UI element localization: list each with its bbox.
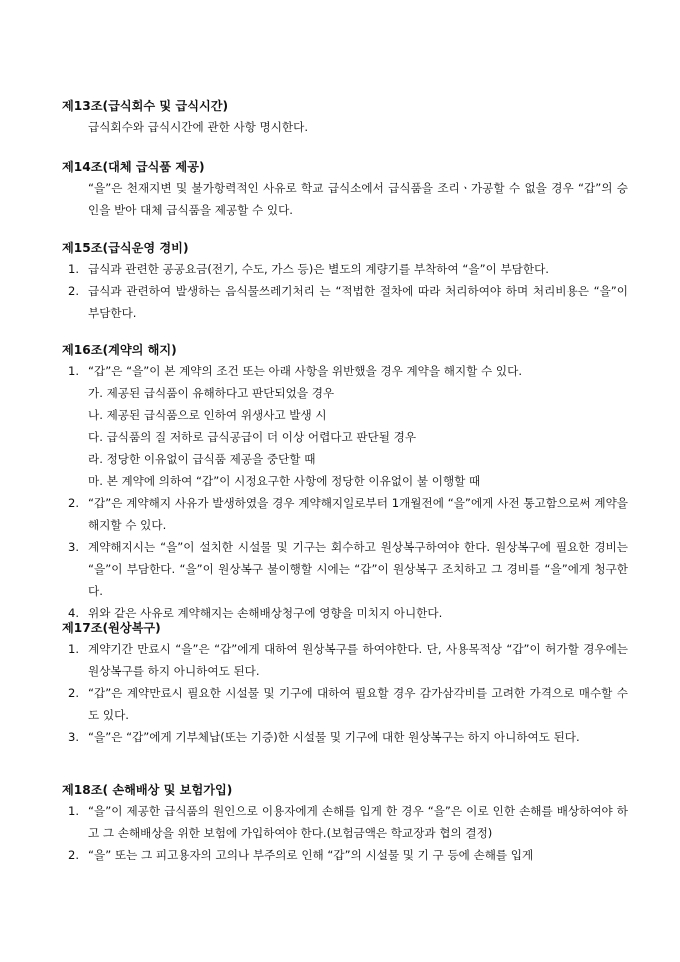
item-text: “을”이 제공한 급식품의 원인으로 이용자에게 손해를 입게 한 경우 “을”은 이로 인한 손해를 배상하여야 하고 그 손해배상을 위한 보험에 가입하여야 한다.(보험금액은 학교장과 협의 결정) [88,804,628,840]
list-item [62,726,628,748]
item-text: “을” 또는 그 피고용자의 고의나 부주의로 인해 “갑”의 시설물 및 기 구 등에 손해를 입게 [88,848,534,862]
list-item [62,280,628,324]
list-item [62,360,628,382]
list-item [62,258,628,280]
sub-item: 다. 급식품의 질 저하로 급식공급이 더 이상 어렵다고 판단될 경우 [88,430,417,444]
item-text: “갑”은 계약만료시 필요한 시설물 및 기구에 대하여 필요할 경우 감가삼각비를 고려한 가격으로 매수할 수 도 있다. [88,686,628,722]
item-number: 1. [68,642,80,656]
item-text: “갑”은 “을”이 본 계약의 조건 또는 아래 사항을 위반했을 경우 계약을 해지할 수 있다. [88,364,523,378]
item-number: 2. [68,496,80,510]
article-13 [62,96,628,138]
article-15 [62,238,628,324]
item-number: 2. [68,848,80,862]
item-text: “을”은 “갑”에게 기부체납(또는 기증)한 시설물 및 기구에 대한 원상복구는 하지 아니하여도 된다. [88,730,580,744]
article-14 [62,157,628,221]
article-17 [62,618,628,748]
list-item [62,638,628,682]
article-paragraph: 급식회수와 급식시간에 관한 사항 명시한다. [88,120,309,134]
article-heading: 제15조(급식운영 경비) [62,241,189,255]
sub-item: 라. 정당한 이유없이 급식품 제공을 중단할 때 [88,452,316,466]
list-item [62,682,628,726]
item-number: 3. [68,730,80,744]
article-heading: 제13조(급식회수 및 급식시간) [62,99,229,113]
item-number: 1. [68,364,80,378]
article-16 [62,340,628,624]
article-18 [62,780,628,866]
list-item [62,800,628,844]
sub-item: 마. 본 계약에 의하여 “갑”이 시정요구한 사항에 정당한 이유없이 불 이행할 때 [88,474,481,488]
sub-item: 가. 제공된 급식품이 유해하다고 판단되었을 경우 [88,386,335,400]
item-text: 계약기간 만료시 “을”은 “갑”에게 대하여 원상복구를 하여야한다. 단, 사용목적상 “갑”이 허가할 경우에는 원상복구를 하지 아니하여도 된다. [88,642,628,678]
list-item [62,536,628,602]
item-text: 계약해지시는 “을”이 설치한 시설물 및 기구는 회수하고 원상복구하여야 한다. 원상복구에 필요한 경비는 “을”이 부담한다. “을”이 원상복구 불이행할 시에는 “갑”이 원상복구 조치하고 그 경비를 “을”에게 청구한다. [88,540,628,598]
article-heading: 제16조(계약의 해지) [62,343,177,357]
item-number: 3. [68,540,80,554]
list-item [62,844,628,866]
article-heading: 제14조(대체 급식품 제공) [62,160,205,174]
item-text: 급식과 관련한 공공요금(전기, 수도, 가스 등)은 별도의 계량기를 부착하여 “을”이 부담한다. [88,262,549,276]
article-heading: 제18조( 손해배상 및 보험가입) [62,783,233,797]
item-number: 4. [68,606,80,620]
item-number: 1. [68,262,80,276]
article-paragraph: “을”은 천재지변 및 불가항력적인 사유로 학교 급식소에서 급식품을 조리ㆍ가공할 수 없을 경우 “갑”의 승인을 받아 대체 급식품을 제공할 수 있다. [88,181,628,217]
item-number: 2. [68,686,80,700]
article-heading: 제17조(원상복구) [62,621,161,635]
sub-item: 나. 제공된 급식품으로 인하여 위생사고 발생 시 [88,408,327,422]
list-item [62,492,628,536]
item-number: 1. [68,804,80,818]
item-text: 급식과 관련하여 발생하는 음식물쓰레기처리 는 “적법한 절차에 따라 처리하여야 하며 처리비용은 “을”이 부담한다. [88,284,628,320]
item-text: “갑”은 계약해지 사유가 발생하였을 경우 계약해지일로부터 1개월전에 “을”에게 사전 통고함으로써 계약을 해지할 수 있다. [88,496,628,532]
item-number: 2. [68,284,80,298]
item-text: 위와 같은 사유로 계약해지는 손해배상청구에 영향을 미치지 아니한다. [88,606,443,620]
